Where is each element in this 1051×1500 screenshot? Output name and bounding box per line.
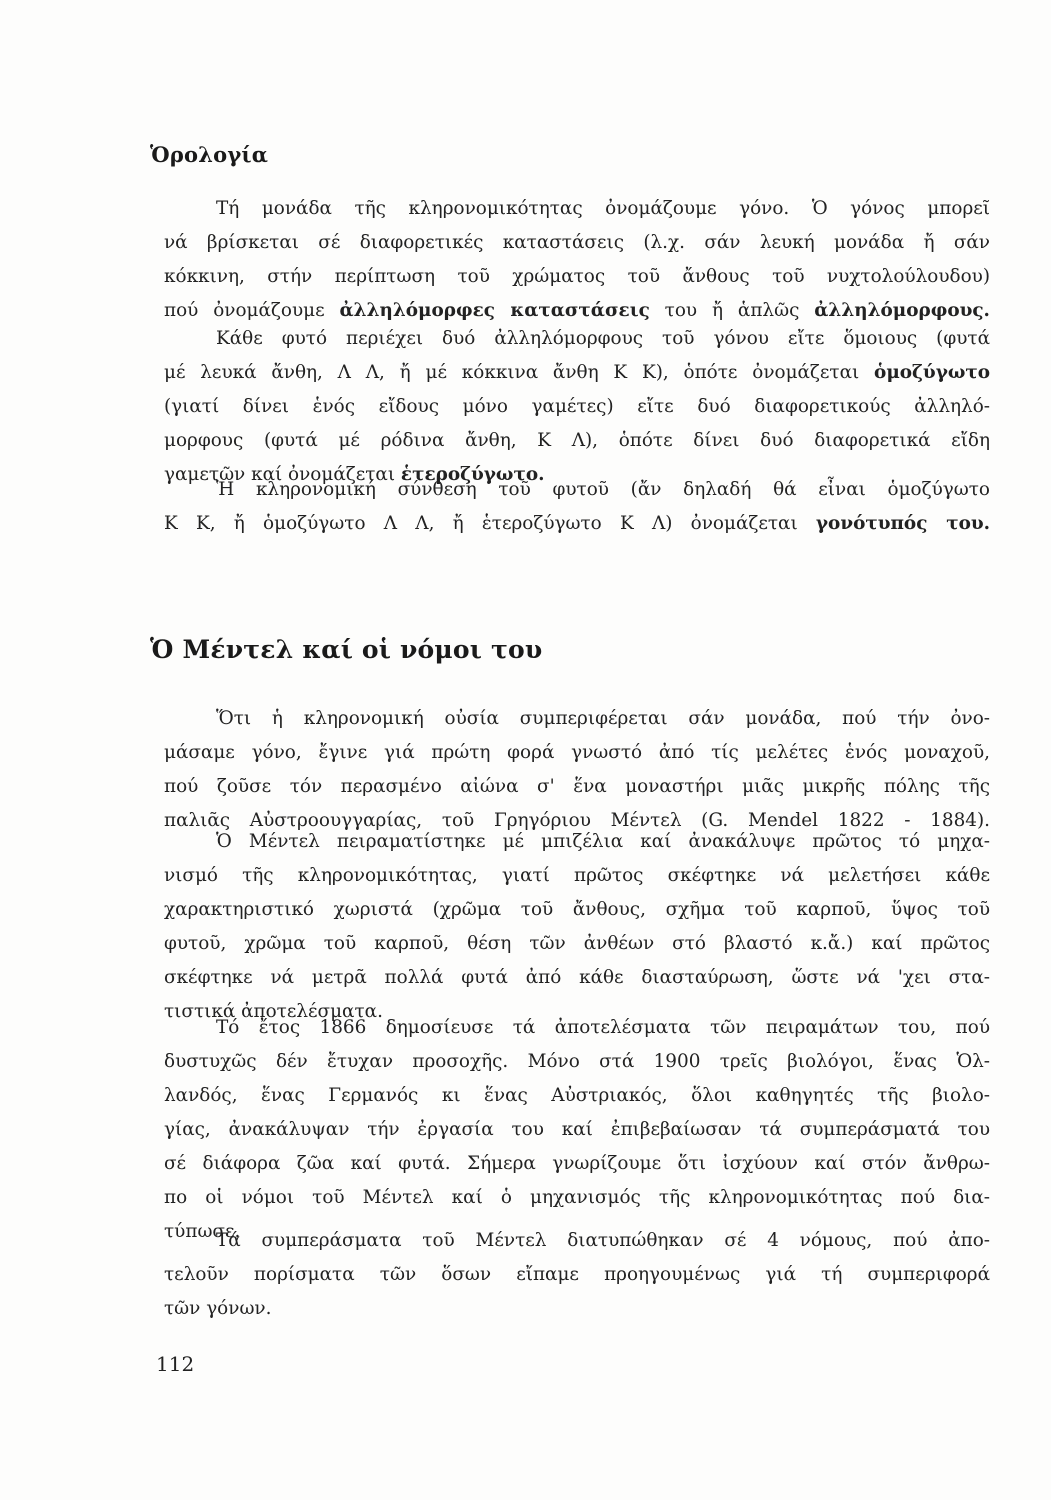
bold-term: γονότυπός του. — [815, 513, 990, 534]
text-line: μορφους (φυτά μέ ρόδινα ἄνθη, Κ Λ), ὁπότε δίνει δυό διαφορετικά εἴδη — [164, 430, 990, 451]
text-line: τύπωσε. — [164, 1221, 241, 1242]
text-line: γίας, ἀνακάλυψαν τήν ἐργασία του καί ἐπιβεβαίωσαν τά συμπεράσματά του — [164, 1119, 990, 1140]
paragraph-1 — [164, 192, 990, 328]
text-line — [164, 356, 990, 390]
paragraph-7 — [164, 1224, 990, 1326]
text-line — [164, 507, 990, 541]
text-run: Κ Κ, ἤ ὁμοζύγωτο Λ Λ, ἤ ἑτεροζύγωτο Κ Λ) ὀνομάζεται — [164, 513, 816, 534]
text-line: Ὅτι ἡ κληρονομική οὐσία συμπεριφέρεται σάν μονάδα, πού τήν ὀνο- — [216, 708, 990, 729]
text-run: πού ὀνομάζουμε — [164, 300, 340, 321]
text-line: χαρακτηριστικό χωριστά (χρῶμα τοῦ ἄνθους, σχῆμα τοῦ καρποῦ, ὕψος τοῦ — [164, 899, 990, 920]
text-line: κόκκινη, στήν περίπτωση τοῦ χρώματος τοῦ ἄνθους τοῦ νυχτολούλουδου) — [164, 266, 990, 287]
text-run: του ἤ ἁπλῶς — [649, 300, 815, 321]
text-line: τελοῦν πορίσματα τῶν ὅσων εἴπαμε προηγουμένως γιά τή συμπεριφορά — [164, 1264, 990, 1285]
bold-term: ἀλληλόμορφες καταστάσεις — [339, 300, 650, 321]
text-line: (γιατί δίνει ἑνός εἴδους μόνο γαμέτες) εἴτε δυό διαφορετικούς ἀλληλό- — [164, 396, 990, 417]
text-line: δυστυχῶς δέν ἔτυχαν προσοχῆς. Μόνο στά 1900 τρεῖς βιολόγοι, ἕνας Ὁλ- — [164, 1051, 990, 1072]
text-run: μέ λευκά ἄνθη, Λ Λ, ἤ μέ κόκκινα ἄνθη Κ Κ), ὁπότε ὀνομάζεται — [164, 362, 875, 383]
bold-term: ἑτεροζύγωτο. — [400, 464, 545, 485]
bold-term: ὁμοζύγωτο — [874, 362, 990, 383]
text-line: τιστικά ἀποτελέσματα. — [164, 1001, 383, 1022]
text-line: Τό ἔτος 1866 δημοσίευσε τά ἀποτελέσματα τῶν πειραμάτων του, πού — [216, 1017, 990, 1038]
text-line: πού ζοῦσε τόν περασμένο αἰώνα σ' ἕνα μοναστήρι μιᾶς μικρῆς πόλης τῆς — [164, 776, 990, 797]
paragraph-6 — [164, 1011, 990, 1249]
text-line: Τά συμπεράσματα τοῦ Μέντελ διατυπώθηκαν σέ 4 νόμους, πού ἀπο- — [216, 1230, 990, 1251]
section-heading-terminology: Ὁρολογία — [150, 142, 269, 167]
text-line: νά βρίσκεται σέ διαφορετικές καταστάσεις (λ.χ. σάν λευκή μονάδα ἤ σάν — [164, 232, 990, 253]
page-number: 112 — [156, 1352, 195, 1376]
text-line: πο οἱ νόμοι τοῦ Μέντελ καί ὁ μηχανισμός τῆς κληρονομικότητας πού δια- — [164, 1187, 990, 1208]
text-line: τῶν γόνων. — [164, 1298, 272, 1319]
text-line: Κάθε φυτό περιέχει δυό ἀλληλόμορφους τοῦ γόνου εἴτε ὅμοιους (φυτά — [216, 328, 990, 349]
paragraph-3 — [164, 473, 990, 541]
text-line: μάσαμε γόνο, ἔγινε γιά πρώτη φορά γνωστό ἀπό τίς μελέτες ἑνός μοναχοῦ, — [164, 742, 990, 763]
text-line: Τή μονάδα τῆς κληρονομικότητας ὀνομάζουμε γόνο. Ὁ γόνος μπορεῖ — [216, 198, 990, 219]
text-line: Ἡ κληρονομική σύνθεση τοῦ φυτοῦ (ἄν δηλαδή θά εἶναι ὁμοζύγωτο — [216, 479, 990, 500]
paragraph-4 — [164, 702, 990, 838]
text-line: φυτοῦ, χρῶμα τοῦ καρποῦ, θέση τῶν ἀνθέων στό βλαστό κ.ἄ.) καί πρῶτος — [164, 933, 990, 954]
text-line: λανδός, ἕνας Γερμανός κι ἕνας Αὐστριακός, ὅλοι καθηγητές τῆς βιολο- — [164, 1085, 990, 1106]
text-line: σκέφτηκε νά μετρᾶ πολλά φυτά ἀπό κάθε διασταύρωση, ὥστε νά 'χει στα- — [164, 967, 990, 988]
text-line: Ὁ Μέντελ πειραματίστηκε μέ μπιζέλια καί ἀνακάλυψε πρῶτος τό μηχα- — [216, 831, 990, 852]
text-line: νισμό τῆς κληρονομικότητας, γιατί πρῶτος σκέφτηκε νά μελετήσει κάθε — [164, 865, 990, 886]
section-heading-mendel: Ὁ Μέντελ καί οἱ νόμοι του — [150, 635, 543, 664]
paragraph-2 — [164, 322, 990, 492]
paragraph-5 — [164, 825, 990, 1029]
bold-term: ἀλληλόμορφους. — [814, 300, 990, 321]
text-line: παλιᾶς Αὐστροουγγαρίας, τοῦ Γρηγόριου Μέντελ (G. Mendel 1822 - 1884). — [164, 810, 990, 831]
text-run: γαμετῶν καί ὀνομάζεται — [164, 464, 401, 485]
text-line: σέ διάφορα ζῶα καί φυτά. Σήμερα γνωρίζουμε ὅτι ἰσχύουν καί στόν ἄνθρω- — [164, 1153, 990, 1174]
